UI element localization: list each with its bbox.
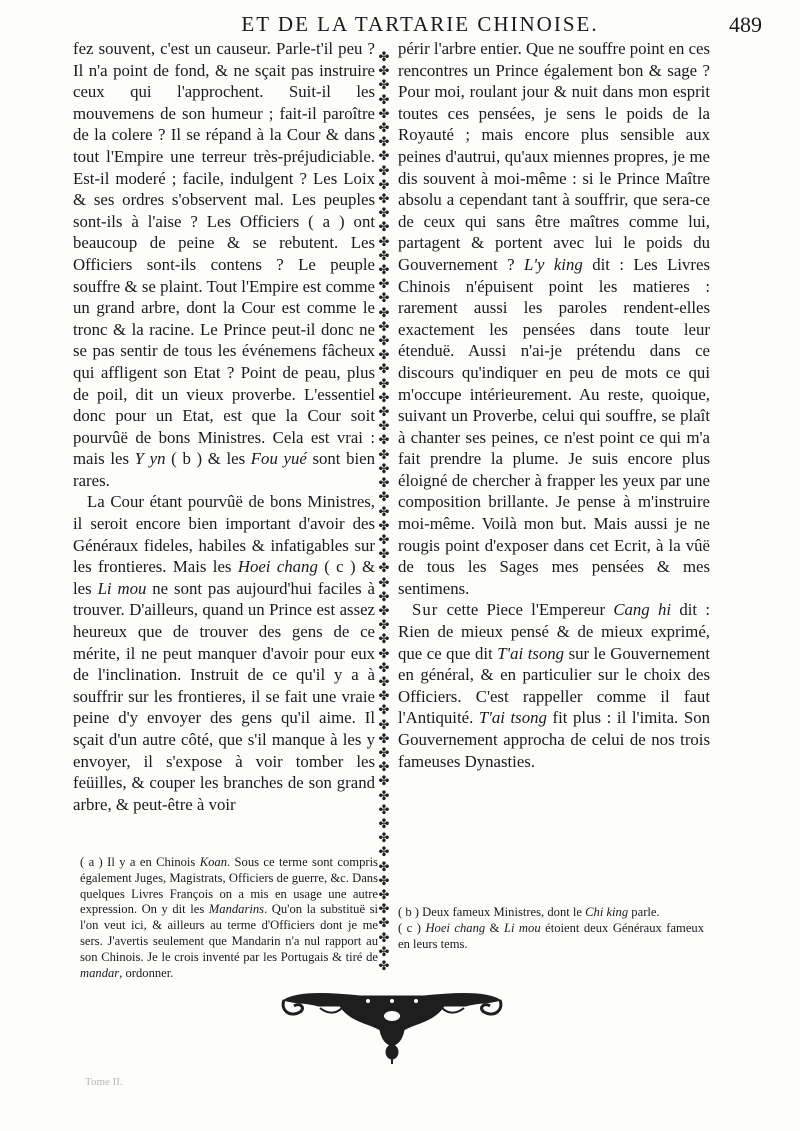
running-title: ET DE LA TARTARIE CHINOISE. — [241, 12, 599, 36]
footnote-a: ( a ) Il y a en Chinois Koan. Sous ce terme sont compris également Juges, Magistrats, Officiers de guerre, &c. Dans quelques Livres François on a mis en usage une autre expression. On y dit les Mandarins. Qu'on la substituë si l'on veut ici, & ailleurs au terme d'Officiers dont je me sers. J'avertis seulement que Mandarin n'a nul rapport au son Chinois. Je le crois inventé par les Portugais & tiré de mandar, ordonner. — [80, 855, 378, 980]
page-number: 489 — [729, 12, 762, 37]
footnotes-right — [398, 905, 704, 952]
name-fouyue: Fou yué — [250, 449, 307, 469]
ornamental-column-divider: ✤✤✤✤✤✤✤✤✤✤✤✤✤✤✤✤✤✤✤✤✤✤✤✤✤✤✤✤✤✤✤✤✤✤✤✤✤✤✤✤✤✤✤✤✤✤✤✤✤✤✤✤✤✤✤✤✤✤✤✤✤✤✤✤✤ — [378, 49, 390, 973]
left-paragraph-1: fez souvent, c'est un causeur. Parle-t'il peu ? Il n'a point de fond, & ne sçait pas instruire ceux qui l'approchent. Suit-il les mouvemens de son humeur ; fait-il paroître de la colere ? Il se répand à la Cour & dans tout l'Empire une terreur très-préjudiciable. Est-il moderé ; facile, indulgent ? Les Loix & ses ordres s'observent mal. Les peuples sont-ils à l'aise ? Les Officiers ( a ) ont beaucoup de peine & se rebutent. Les Officiers sont-ils contens ? Le peuple souffre & se plaint. Tout l'Empire est comme un grand arbre, dont la Cour est comme le tronc & la racine. Le Prince peut-il donc ne se pas sentir de tous les événemens fâcheux qui affligent son Etat ? Point de peau, plus de poil, dit un vieux proverbe. L'essentiel donc pour un Etat, est que la Cour soit pourvûë de bons Ministres. Cela est vrai : mais les Y yn ( b ) & les Fou yué sont bien rares. — [73, 39, 375, 490]
name-limou: Li mou — [97, 578, 147, 598]
left-paragraph-2: La Cour étant pourvûë de bons Ministres, il seroit encore bien important d'avoir des Généraux fideles, habiles & infatigables sur les frontieres. Mais les Hoei chang ( c ) & les Li mou ne sont pas aujourd'hui faciles à trouver. D'ailleurs, quand un Prince est assez heureux que de trouver des gens de ce mérite, il ne peut manquer d'avoir pour eux de l'inclination. Instruit de ce qu'il y a à souffrir sur les frontieres, il se fait une vraie peine d'y envoyer des gens qu'il aime. Il sçait d'un autre côté, que s'il manque à les y envoyer, il s'expose à voir tomber les feüilles, & couper les branches de son grand arbre, & peut-être à voir — [73, 492, 376, 814]
right-paragraph-2: Sur cette Piece l'Empereur Cang hi dit : Rien de mieux pensé & de mieux exprimé, que ce que dit T'ai tsong sur le Gouvernement en général, & en particulier sur le choix des Officiers. C'est rappeller comme il faut l'Antiquité. T'ai tsong fit plus : il l'imita. Son Gouvernement approcha de celui de nos trois fameuses Dynasties. — [398, 600, 710, 771]
name-taitsong-2: T'ai tsong — [478, 708, 547, 728]
name-yyn: Y yn — [134, 449, 166, 469]
name-lyking: L'y king — [524, 254, 583, 274]
page-header — [60, 12, 772, 40]
bleed-through-signature: Tome II. — [85, 1076, 123, 1088]
name-taitsong: T'ai tsong — [497, 643, 565, 663]
right-column — [398, 38, 710, 772]
right-paragraph-1: périr l'arbre entier. Que ne souffre point en ces rencontres un Prince également bon & sage ? Pour moi, roulant jour & nuit dans mon esprit toutes ces pensées, je sens le poids de la Royauté ; mais encore plus sensible aux peines d'autrui, qu'aux miennes propres, je me dis souvent à moi-même : si le Prince Maître absolu a cependant tant à souffrir, que sera-ce de ceux qui sans être maîtres comme lui, partagent & portent avec lui le poids du Gouvernement ? L'y king dit : Les Livres Chinois n'épuisent point les matieres : rarement aussi les paroles rendent-elles exactement les pensées dans toute leur étenduë. Aussi n'ai-je prétendu dans ce discours qu'indiquer en peu de mots ce qui m'occupe intérieurement. Au reste, quoique, suivant un Proverbe, celui qui souffre, se plaît à chanter ses peines, ce n'est point ce qui m'a fait prendre la plume. Je suis encore plus éloigné de chercher à frapper les yeux par une composition brillante. Je pense à m'instruire moi-même. Voilà mon but. Mais aussi je ne rougis point d'exposer dans cet Ecrit, à la vûë de tous les Sages mes pensées & mes sentimens. — [398, 39, 710, 598]
left-column — [73, 38, 375, 815]
footnotes-left — [80, 855, 378, 981]
name-canghi: Cang hi — [613, 600, 672, 620]
footnote-c: ( c ) Hoei chang & Li mou étoient deux Généraux fameux en leurs tems. — [398, 920, 705, 951]
name-hoeichang: Hoei chang — [237, 557, 318, 577]
cul-de-lampe-ornament — [280, 988, 504, 1064]
footnote-b: ( b ) Deux fameux Ministres, dont le Chi king parle. — [398, 905, 660, 919]
small-caps-sur: Sur — [412, 600, 439, 620]
